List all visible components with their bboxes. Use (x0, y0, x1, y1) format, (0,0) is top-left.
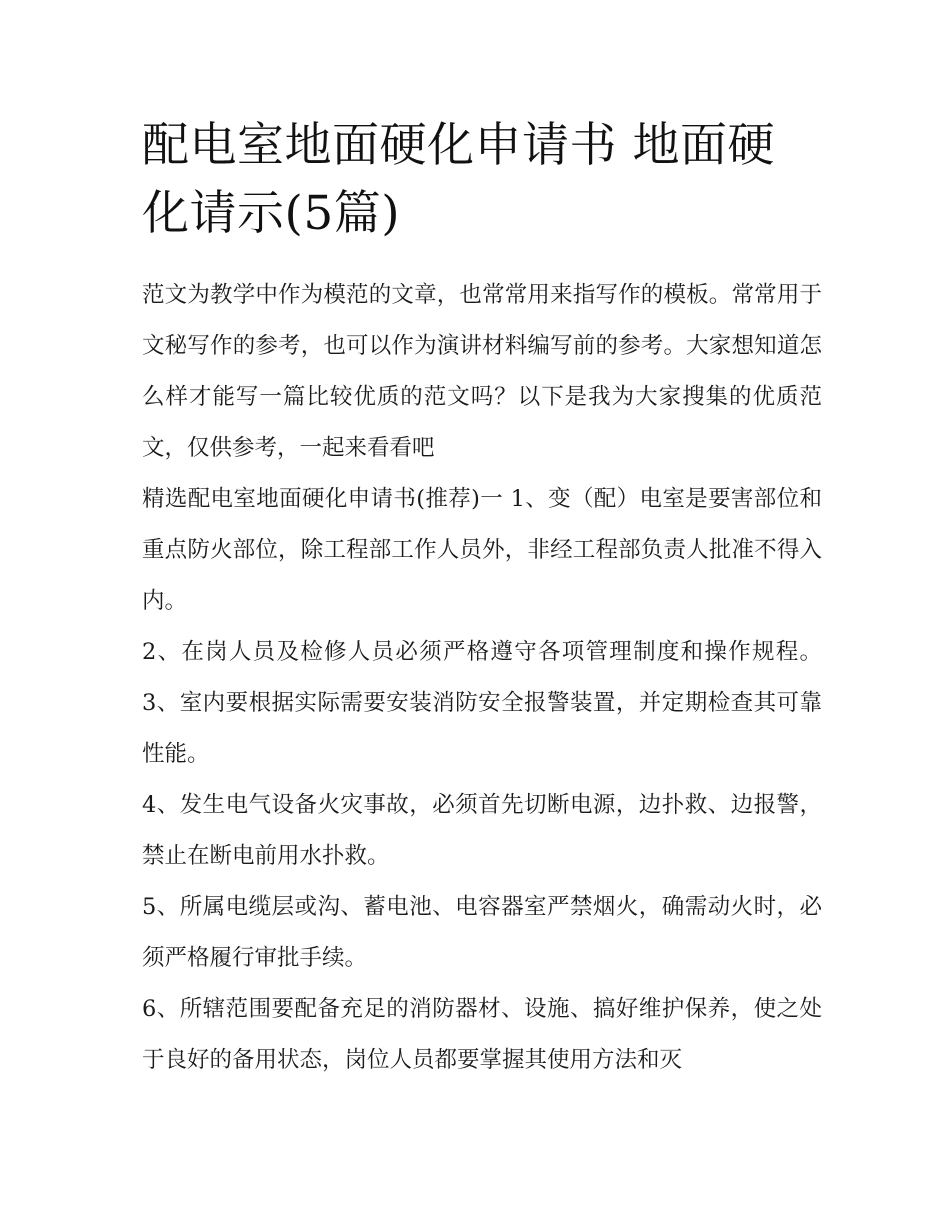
rule-paragraph-6: 6、所辖范围要配备充足的消防器材、设施、搞好维护保养，使之处于良好的备用状态，岗位人员都要掌握其使用方法和灭 (142, 996, 822, 1073)
document-title: 配电室地面硬化申请书 地面硬化请示(5篇) (142, 118, 775, 241)
rule-paragraph-5: 5、所属电缆层或沟、蓄电池、电容器室严禁烟火，确需动火时，必须严格履行审批手续。 (142, 894, 822, 971)
rule-paragraph-1: 精选配电室地面硬化申请书(推荐)一 1、变（配）电室是要害部位和重点防火部位，除工程部工作人员外，非经工程部负责人批准不得入内。 (142, 486, 822, 614)
rule-paragraph-2-3: 2、在岗人员及检修人员必须严格遵守各项管理制度和操作规程。 3、室内要根据实际需要安装消防安全报警装置，并定期检查其可靠性能。 (142, 639, 822, 767)
document-content (142, 112, 822, 1086)
intro-paragraph: 范文为教学中作为模范的文章，也常常用来指写作的模板。常常用于文秘写作的参考，也可以作为演讲材料编写前的参考。大家想知道怎么样才能写一篇比较优质的范文吗？以下是我为大家搜集的优质范文，仅供参考，一起来看看吧 (142, 282, 822, 461)
rule-paragraph-4: 4、发生电气设备火灾事故，必须首先切断电源，边扑救、边报警，禁止在断电前用水扑救。 (142, 792, 822, 869)
document-body (142, 270, 822, 1086)
